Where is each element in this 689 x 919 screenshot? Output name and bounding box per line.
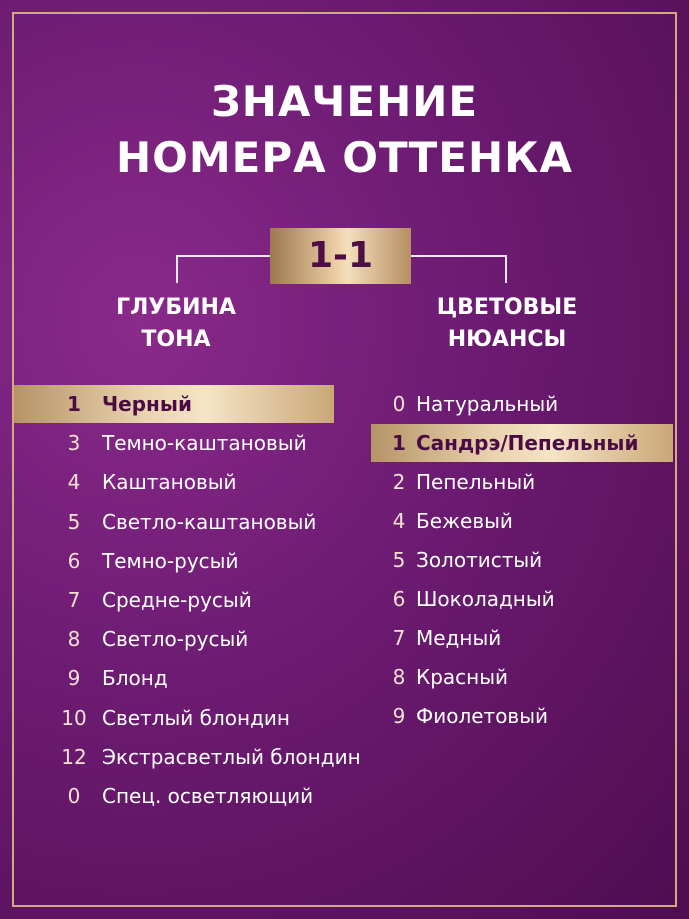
- item-name: Светло-каштановый: [102, 509, 317, 534]
- depth-item: [0, 424, 307, 462]
- nuance-item: [0, 385, 558, 423]
- item-number: 7: [392, 626, 406, 650]
- nuance-item: [0, 463, 535, 501]
- item-name: Бежевый: [416, 509, 513, 533]
- item-name: Натуральный: [416, 392, 559, 416]
- nuance-heading: [412, 292, 602, 356]
- nuance-item: [371, 424, 673, 462]
- item-number: 4: [392, 509, 406, 533]
- item-name: Светло-русый: [102, 627, 249, 652]
- item-number: 5: [392, 548, 406, 572]
- depth-item: [0, 777, 313, 815]
- item-number: 9: [67, 666, 81, 691]
- item-number: 6: [392, 587, 406, 611]
- item-name: Черный: [102, 392, 192, 416]
- nuance-item: [0, 697, 548, 735]
- item-number: 12: [61, 744, 87, 769]
- title-line-2: НОМЕРА ОТТЕНКА: [116, 133, 573, 182]
- depth-item: [0, 738, 361, 776]
- item-name: Шоколадный: [416, 587, 555, 611]
- item-number: 7: [67, 588, 81, 612]
- item-name: Золотистый: [416, 548, 543, 572]
- item-number: 9: [392, 704, 406, 728]
- item-number: 0: [392, 392, 406, 416]
- nuance-item: [0, 502, 513, 540]
- shade-code-badge: 1-1: [270, 228, 411, 284]
- item-number: 2: [392, 470, 406, 494]
- item-name: Светлый блондин: [102, 705, 290, 730]
- item-number: 8: [67, 627, 81, 652]
- right-connector-drop: [505, 255, 507, 283]
- item-number: 10: [61, 705, 87, 730]
- item-name: Спец. осветляющий: [102, 784, 314, 808]
- item-name: Средне-русый: [102, 588, 252, 612]
- item-name: Темно-каштановый: [102, 431, 307, 456]
- nuance-item: [0, 580, 555, 618]
- depth-heading: [86, 292, 266, 356]
- nuance-item: [0, 658, 508, 696]
- nuance-heading-line-1: ЦВЕТОВЫЕ: [436, 295, 578, 320]
- item-name: Пепельный: [416, 470, 536, 494]
- item-number: 1: [67, 392, 81, 416]
- item-number: 8: [392, 665, 406, 689]
- item-number: 3: [67, 431, 81, 456]
- page-title: [0, 74, 689, 186]
- item-number: 5: [67, 509, 81, 534]
- item-name: Сандрэ/Пепельный: [416, 431, 639, 455]
- item-name: Темно-русый: [102, 548, 239, 573]
- item-number: 6: [67, 548, 81, 573]
- right-connector: [411, 255, 507, 257]
- item-name: Красный: [416, 665, 509, 689]
- depth-heading-line-2: ТОНА: [141, 327, 211, 352]
- depth-heading-line-1: ГЛУБИНА: [116, 295, 236, 320]
- item-name: Каштановый: [102, 470, 237, 495]
- nuance-item: [0, 619, 501, 657]
- nuance-heading-line-2: НЮАНСЫ: [447, 327, 567, 352]
- item-name: Медный: [416, 626, 502, 650]
- left-connector: [176, 255, 270, 257]
- item-number: 0: [67, 784, 81, 808]
- item-number: 1: [392, 431, 406, 455]
- item-number: 4: [67, 470, 81, 495]
- item-name: Блонд: [102, 666, 168, 691]
- title-line-1: ЗНАЧЕНИЕ: [210, 77, 479, 126]
- left-connector-drop: [176, 255, 178, 283]
- item-name: Экстрасветлый блондин: [102, 744, 361, 769]
- nuance-item: [0, 541, 542, 579]
- item-name: Фиолетовый: [416, 704, 549, 728]
